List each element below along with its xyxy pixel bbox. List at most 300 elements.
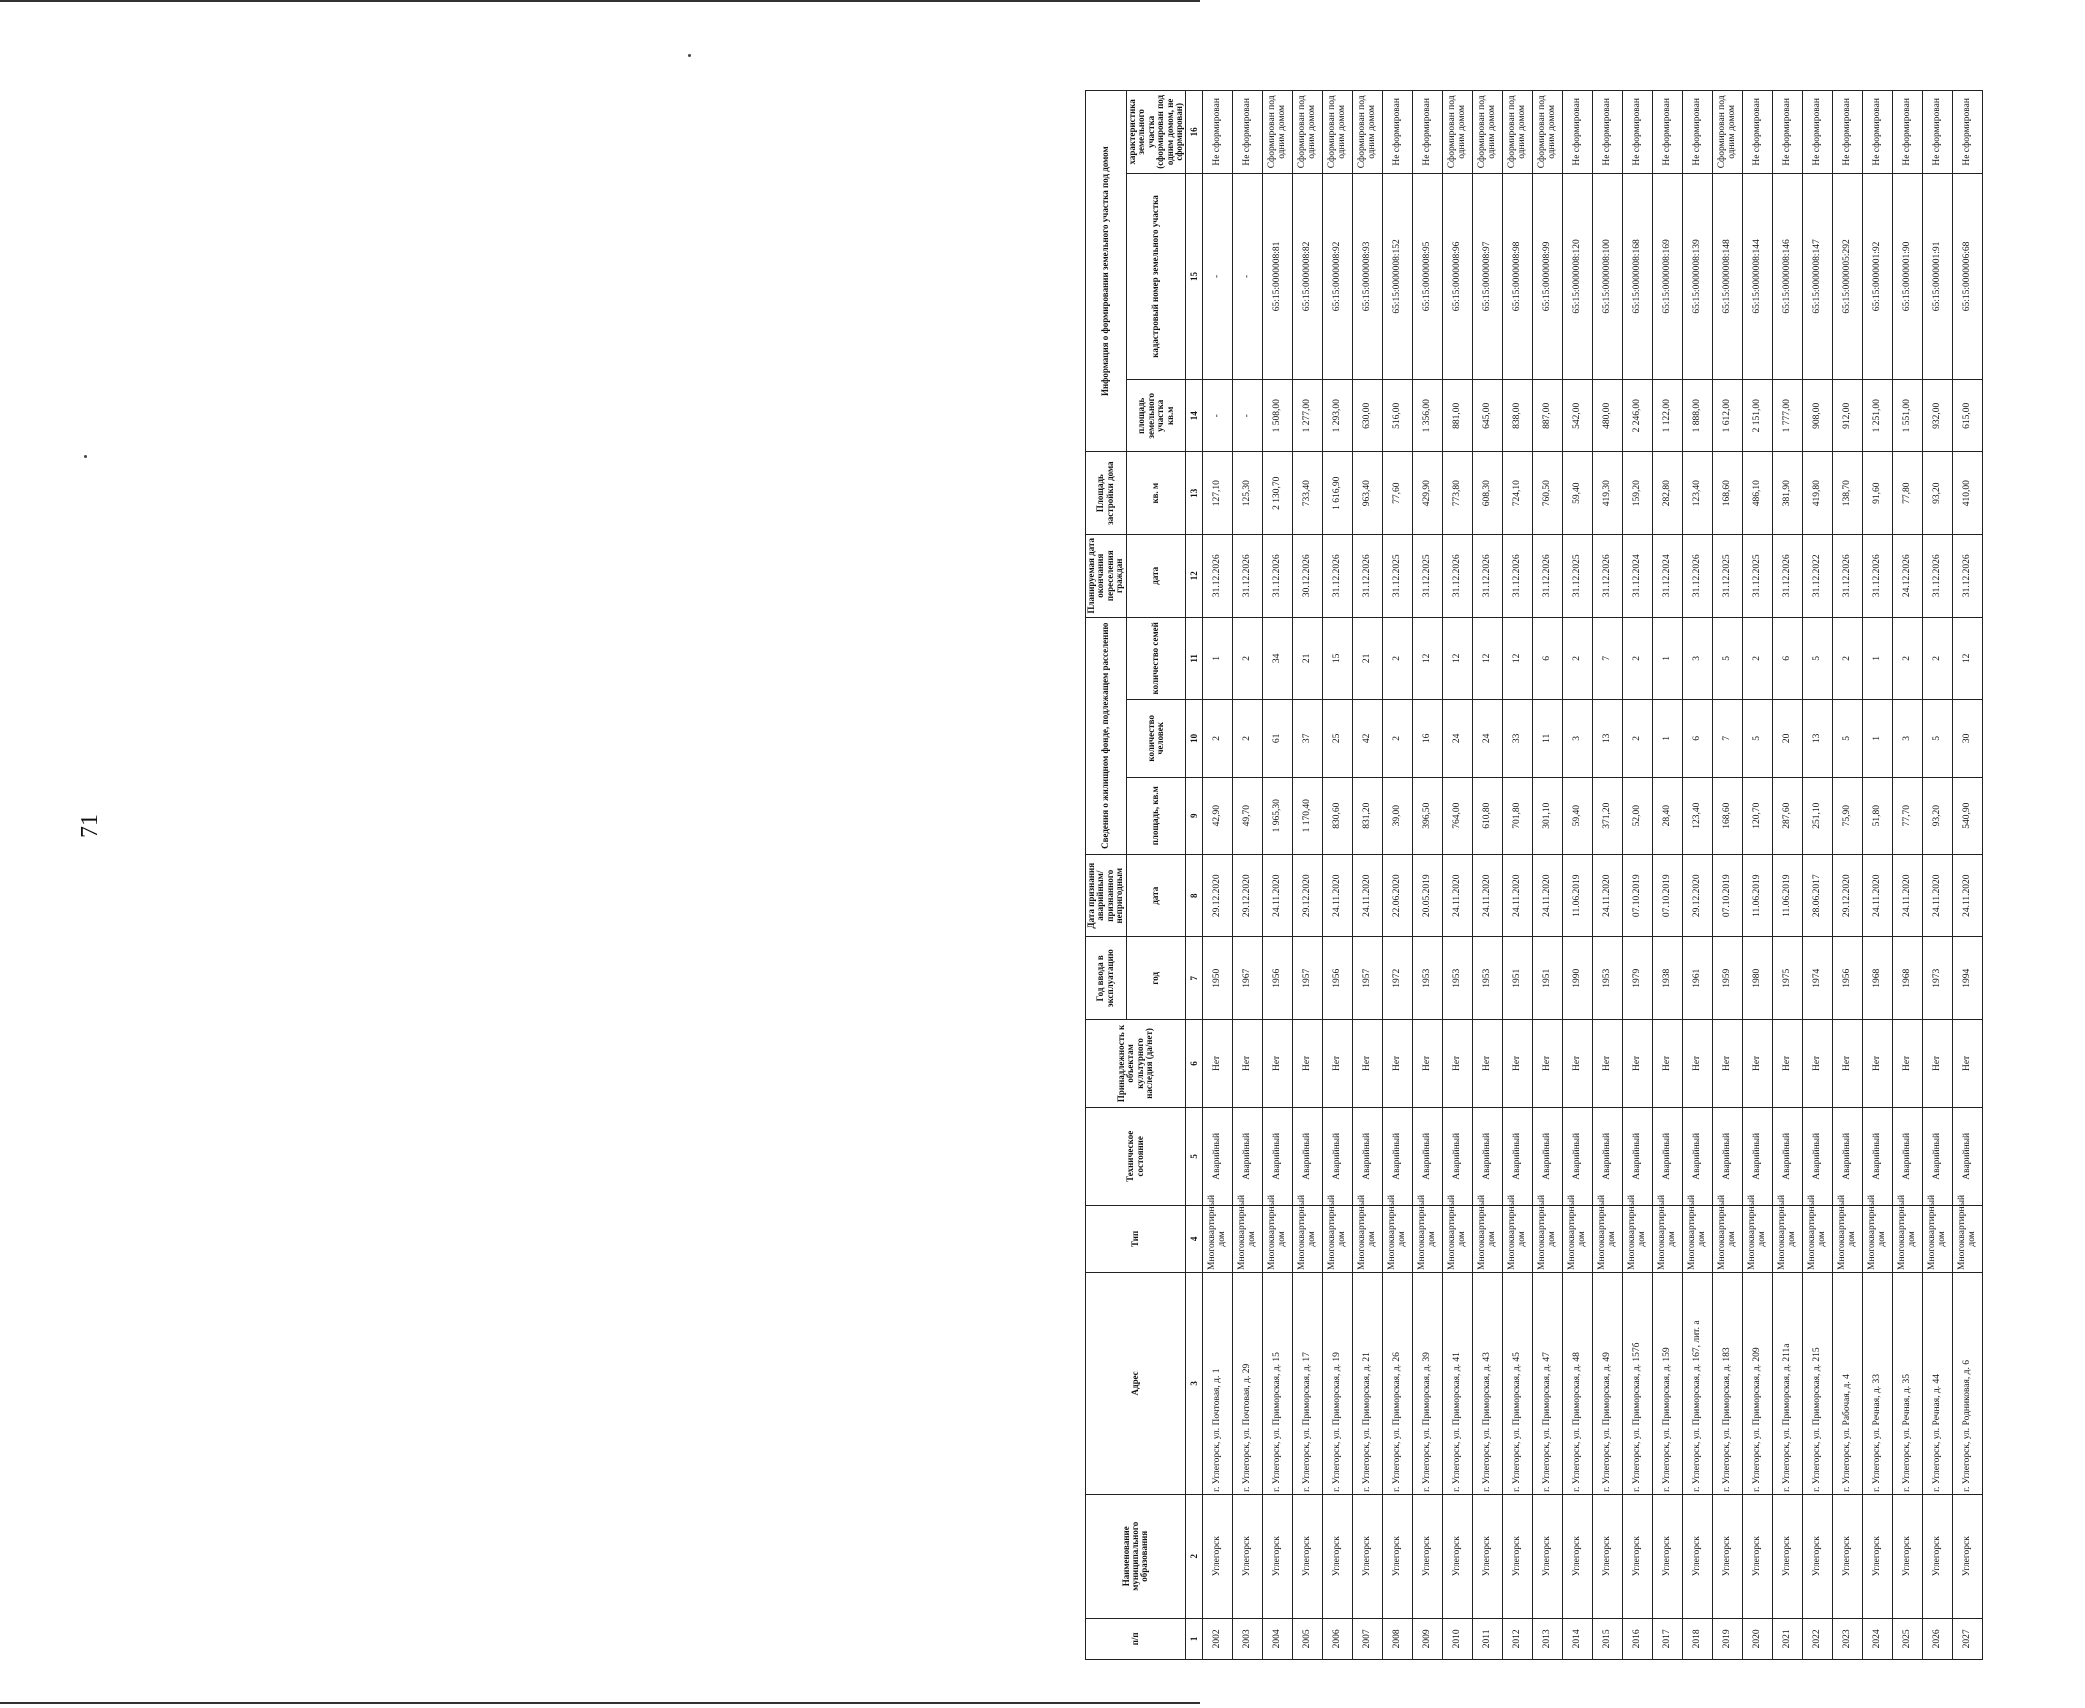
tech-state-cell: Аварийный: [1263, 1107, 1293, 1205]
cadastral-cell: 65:15:0000008:97: [1473, 173, 1503, 379]
people-cell: 16: [1413, 700, 1443, 777]
land-area-cell: -: [1203, 380, 1233, 452]
year-cell: 1953: [1593, 937, 1623, 1020]
row-number: 2022: [1803, 1618, 1833, 1659]
address-cell: г. Углегорск, ул. Почтовая, д. 1: [1203, 1272, 1233, 1494]
sub-header-cadastral: кадастровый номер земельного участка: [1126, 173, 1186, 379]
type-cell: Многоквартирный дом: [1863, 1205, 1893, 1272]
year-cell: 1967: [1233, 937, 1263, 1020]
cadastral-cell: 65:15:0000008:99: [1533, 173, 1563, 379]
building-area-cell: 127,10: [1203, 452, 1233, 535]
cadastral-cell: 65:15:0000005:292: [1833, 173, 1863, 379]
type-cell: Многоквартирный дом: [1833, 1205, 1863, 1272]
tech-state-cell: Аварийный: [1803, 1107, 1833, 1205]
municipality-cell: Углегорск: [1863, 1494, 1893, 1618]
planned-date-cell: 31.12.2026: [1833, 534, 1863, 617]
type-cell: Многоквартирный дом: [1353, 1205, 1383, 1272]
year-cell: 1957: [1293, 937, 1323, 1020]
building-area-cell: 608,30: [1473, 452, 1503, 535]
year-cell: 1953: [1443, 937, 1473, 1020]
header-row-1: [1086, 91, 1127, 1660]
municipality-cell: Углегорск: [1533, 1494, 1563, 1618]
heritage-cell: Нет: [1323, 1020, 1353, 1108]
land-area-cell: 1 888,00: [1683, 380, 1713, 452]
row-number: 2009: [1413, 1618, 1443, 1659]
people-cell: 24: [1443, 700, 1473, 777]
municipality-cell: Углегорск: [1683, 1494, 1713, 1618]
land-char-cell: Не сформирован: [1863, 91, 1893, 174]
table-row: [1923, 91, 1953, 1660]
tech-state-cell: Аварийный: [1623, 1107, 1653, 1205]
area-cell: 251,10: [1803, 777, 1833, 854]
tech-state-cell: Аварийный: [1563, 1107, 1593, 1205]
heritage-cell: Нет: [1263, 1020, 1293, 1108]
column-number: 9: [1186, 777, 1203, 854]
building-area-cell: 381,90: [1773, 452, 1803, 535]
land-char-cell: Не сформирован: [1593, 91, 1623, 174]
municipality-cell: Углегорск: [1743, 1494, 1773, 1618]
row-number: 2017: [1653, 1618, 1683, 1659]
emergency-date-cell: 11.06.2019: [1743, 854, 1773, 937]
tech-state-cell: Аварийный: [1593, 1107, 1623, 1205]
address-cell: г. Углегорск, ул. Приморская, д. 43: [1473, 1272, 1503, 1494]
emergency-date-cell: 07.10.2019: [1713, 854, 1743, 937]
year-cell: 1951: [1533, 937, 1563, 1020]
area-cell: 28,40: [1653, 777, 1683, 854]
municipality-cell: Углегорск: [1653, 1494, 1683, 1618]
planned-date-cell: 31.12.2026: [1863, 534, 1893, 617]
tech-state-cell: Аварийный: [1653, 1107, 1683, 1205]
building-area-cell: 168,60: [1713, 452, 1743, 535]
type-cell: Многоквартирный дом: [1923, 1205, 1953, 1272]
building-area-cell: 59,40: [1563, 452, 1593, 535]
table-row: [1533, 91, 1563, 1660]
address-cell: г. Углегорск, ул. Приморская, д. 183: [1713, 1272, 1743, 1494]
emergency-date-cell: 29.12.2020: [1833, 854, 1863, 937]
people-cell: 1: [1863, 700, 1893, 777]
families-cell: 2: [1383, 617, 1413, 700]
municipality-cell: Углегорск: [1713, 1494, 1743, 1618]
heritage-cell: Нет: [1503, 1020, 1533, 1108]
land-area-cell: 542,00: [1563, 380, 1593, 452]
families-cell: 12: [1443, 617, 1473, 700]
land-area-cell: 838,00: [1503, 380, 1533, 452]
land-area-cell: 630,00: [1353, 380, 1383, 452]
municipality-cell: Углегорск: [1623, 1494, 1653, 1618]
area-cell: 610,80: [1473, 777, 1503, 854]
building-area-cell: 77,80: [1893, 452, 1923, 535]
row-number: 2008: [1383, 1618, 1413, 1659]
row-number: 2004: [1263, 1618, 1293, 1659]
row-number: 2003: [1233, 1618, 1263, 1659]
emergency-date-cell: 24.11.2020: [1863, 854, 1893, 937]
municipality-cell: Углегорск: [1923, 1494, 1953, 1618]
families-cell: 2: [1893, 617, 1923, 700]
tech-state-cell: Аварийный: [1713, 1107, 1743, 1205]
people-cell: 6: [1683, 700, 1713, 777]
tech-state-cell: Аварийный: [1953, 1107, 1983, 1205]
municipality-cell: Углегорск: [1323, 1494, 1353, 1618]
address-cell: г. Углегорск, ул. Приморская, д. 19: [1323, 1272, 1353, 1494]
row-number: 2021: [1773, 1618, 1803, 1659]
emergency-date-cell: 28.06.2017: [1803, 854, 1833, 937]
cadastral-cell: 65:15:0000008:81: [1263, 173, 1293, 379]
column-number: 11: [1186, 617, 1203, 700]
address-cell: г. Углегорск, ул. Приморская, д. 45: [1503, 1272, 1533, 1494]
cadastral-cell: -: [1233, 173, 1263, 379]
col-header-type: Тип: [1086, 1205, 1186, 1272]
table-row: [1653, 91, 1683, 1660]
sub-header-people: количество человек: [1126, 700, 1186, 777]
year-cell: 1956: [1833, 937, 1863, 1020]
municipality-cell: Углегорск: [1203, 1494, 1233, 1618]
municipality-cell: Углегорск: [1353, 1494, 1383, 1618]
address-cell: г. Углегорск, ул. Речная, д. 35: [1893, 1272, 1923, 1494]
municipality-cell: Углегорск: [1953, 1494, 1983, 1618]
type-cell: Многоквартирный дом: [1323, 1205, 1353, 1272]
column-number: 7: [1186, 937, 1203, 1020]
planned-date-cell: 24.12.2026: [1893, 534, 1923, 617]
emergency-date-cell: 24.11.2020: [1263, 854, 1293, 937]
cadastral-cell: 65:15:0000008:95: [1413, 173, 1443, 379]
year-cell: 1994: [1953, 937, 1983, 1020]
table-row: [1413, 91, 1443, 1660]
heritage-cell: Нет: [1443, 1020, 1473, 1108]
heritage-cell: Нет: [1563, 1020, 1593, 1108]
tech-state-cell: Аварийный: [1383, 1107, 1413, 1205]
row-number: 2014: [1563, 1618, 1593, 1659]
heritage-cell: Нет: [1653, 1020, 1683, 1108]
people-cell: 13: [1593, 700, 1623, 777]
column-number: 15: [1186, 173, 1203, 379]
people-cell: 3: [1893, 700, 1923, 777]
year-cell: 1957: [1353, 937, 1383, 1020]
scan-speck: [688, 54, 691, 57]
people-cell: 1: [1653, 700, 1683, 777]
cadastral-cell: 65:15:0000001:91: [1923, 173, 1953, 379]
cadastral-cell: 65:15:0000001:90: [1893, 173, 1923, 379]
row-number: 2016: [1623, 1618, 1653, 1659]
table-row: [1713, 91, 1743, 1660]
tech-state-cell: Аварийный: [1773, 1107, 1803, 1205]
area-cell: 39,00: [1383, 777, 1413, 854]
people-cell: 13: [1803, 700, 1833, 777]
table-row: [1773, 91, 1803, 1660]
row-number: 2015: [1593, 1618, 1623, 1659]
table-row: [1623, 91, 1653, 1660]
address-cell: г. Углегорск, ул. Приморская, д. 47: [1533, 1272, 1563, 1494]
tech-state-cell: Аварийный: [1503, 1107, 1533, 1205]
land-area-cell: 615,00: [1953, 380, 1983, 452]
land-area-cell: 1 551,00: [1893, 380, 1923, 452]
municipality-cell: Углегорск: [1563, 1494, 1593, 1618]
group-header-commission: Год ввода в эксплуатацию: [1086, 937, 1127, 1020]
planned-date-cell: 31.12.2026: [1443, 534, 1473, 617]
column-number-row: [1186, 91, 1203, 1660]
year-cell: 1972: [1383, 937, 1413, 1020]
address-cell: г. Углегорск, ул. Приморская, д. 17: [1293, 1272, 1323, 1494]
building-area-cell: 410,00: [1953, 452, 1983, 535]
land-char-cell: Сформирован под одним домом: [1533, 91, 1563, 174]
table-body: [1203, 91, 1983, 1660]
heritage-cell: Нет: [1863, 1020, 1893, 1108]
emergency-date-cell: 24.11.2020: [1923, 854, 1953, 937]
land-char-cell: Не сформирован: [1773, 91, 1803, 174]
heritage-cell: Нет: [1743, 1020, 1773, 1108]
year-cell: 1974: [1803, 937, 1833, 1020]
tech-state-cell: Аварийный: [1473, 1107, 1503, 1205]
land-area-cell: 2 151,00: [1743, 380, 1773, 452]
emergency-date-cell: 29.12.2020: [1203, 854, 1233, 937]
land-char-cell: Не сформирован: [1413, 91, 1443, 174]
land-char-cell: Не сформирован: [1743, 91, 1773, 174]
municipality-cell: Углегорск: [1473, 1494, 1503, 1618]
table-row: [1443, 91, 1473, 1660]
area-cell: 701,80: [1503, 777, 1533, 854]
type-cell: Многоквартирный дом: [1743, 1205, 1773, 1272]
area-cell: 120,70: [1743, 777, 1773, 854]
table-row: [1683, 91, 1713, 1660]
table-row: [1293, 91, 1323, 1660]
land-char-cell: Сформирован под одним домом: [1353, 91, 1383, 174]
tech-state-cell: Аварийный: [1353, 1107, 1383, 1205]
emergency-date-cell: 07.10.2019: [1623, 854, 1653, 937]
planned-date-cell: 31.12.2026: [1923, 534, 1953, 617]
cadastral-cell: 65:15:0000008:96: [1443, 173, 1473, 379]
area-cell: 1 965,30: [1263, 777, 1293, 854]
type-cell: Многоквартирный дом: [1293, 1205, 1323, 1272]
cadastral-cell: 65:15:0000008:120: [1563, 173, 1593, 379]
heritage-cell: Нет: [1383, 1020, 1413, 1108]
type-cell: Многоквартирный дом: [1623, 1205, 1653, 1272]
type-cell: Многоквартирный дом: [1413, 1205, 1443, 1272]
area-cell: 52,00: [1623, 777, 1653, 854]
heritage-cell: Нет: [1833, 1020, 1863, 1108]
land-char-cell: Сформирован под одним домом: [1443, 91, 1473, 174]
year-cell: 1938: [1653, 937, 1683, 1020]
group-header-emergency: Дата признания аварийным/признанного непригодным: [1086, 854, 1127, 937]
area-cell: 168,60: [1713, 777, 1743, 854]
emergency-date-cell: 29.12.2020: [1233, 854, 1263, 937]
column-number: 3: [1186, 1272, 1203, 1494]
municipality-cell: Углегорск: [1413, 1494, 1443, 1618]
col-header-tech-state: Техническое состояние: [1086, 1107, 1186, 1205]
table-row: [1353, 91, 1383, 1660]
heritage-cell: Нет: [1623, 1020, 1653, 1108]
tech-state-cell: Аварийный: [1323, 1107, 1353, 1205]
families-cell: 5: [1803, 617, 1833, 700]
row-number: 2012: [1503, 1618, 1533, 1659]
people-cell: 11: [1533, 700, 1563, 777]
land-char-cell: Сформирован под одним домом: [1263, 91, 1293, 174]
type-cell: Многоквартирный дом: [1653, 1205, 1683, 1272]
address-cell: г. Углегорск, ул. Речная, д. 44: [1923, 1272, 1953, 1494]
sub-header-planned-date: дата: [1126, 534, 1186, 617]
land-area-cell: 1 777,00: [1773, 380, 1803, 452]
row-number: 2011: [1473, 1618, 1503, 1659]
land-area-cell: 912,00: [1833, 380, 1863, 452]
address-cell: г. Углегорск, ул. Приморская, д. 209: [1743, 1272, 1773, 1494]
people-cell: 24: [1473, 700, 1503, 777]
table-row: [1263, 91, 1293, 1660]
people-cell: 5: [1743, 700, 1773, 777]
address-cell: г. Углегорск, ул. Приморская, д. 21: [1353, 1272, 1383, 1494]
cadastral-cell: 65:15:0000008:148: [1713, 173, 1743, 379]
table-row: [1743, 91, 1773, 1660]
building-area-cell: 2 130,70: [1263, 452, 1293, 535]
year-cell: 1961: [1683, 937, 1713, 1020]
year-cell: 1968: [1893, 937, 1923, 1020]
emergency-date-cell: 24.11.2020: [1893, 854, 1923, 937]
year-cell: 1975: [1773, 937, 1803, 1020]
planned-date-cell: 31.12.2022: [1803, 534, 1833, 617]
people-cell: 20: [1773, 700, 1803, 777]
cadastral-cell: -: [1203, 173, 1233, 379]
land-char-cell: Не сформирован: [1623, 91, 1653, 174]
land-area-cell: 1 122,00: [1653, 380, 1683, 452]
row-number: 2010: [1443, 1618, 1473, 1659]
year-cell: 1980: [1743, 937, 1773, 1020]
land-char-cell: Не сформирован: [1803, 91, 1833, 174]
row-number: 2026: [1923, 1618, 1953, 1659]
type-cell: Многоквартирный дом: [1533, 1205, 1563, 1272]
building-area-cell: 138,70: [1833, 452, 1863, 535]
area-cell: 42,90: [1203, 777, 1233, 854]
address-cell: г. Углегорск, ул. Почтовая, д. 29: [1233, 1272, 1263, 1494]
group-header-housing: Сведения о жилищном фонде, подлежащем расселению: [1086, 617, 1127, 854]
planned-date-cell: 31.12.2026: [1593, 534, 1623, 617]
table-row: [1323, 91, 1353, 1660]
area-cell: 59,40: [1563, 777, 1593, 854]
area-cell: 764,00: [1443, 777, 1473, 854]
type-cell: Многоквартирный дом: [1713, 1205, 1743, 1272]
land-char-cell: Не сформирован: [1683, 91, 1713, 174]
people-cell: 2: [1623, 700, 1653, 777]
land-char-cell: Не сформирован: [1233, 91, 1263, 174]
cadastral-cell: 65:15:0000006:68: [1953, 173, 1983, 379]
table-row: [1503, 91, 1533, 1660]
column-number: 6: [1186, 1020, 1203, 1108]
land-char-cell: Сформирован под одним домом: [1323, 91, 1353, 174]
year-cell: 1990: [1563, 937, 1593, 1020]
resettlement-table: [1085, 90, 1983, 1660]
people-cell: 42: [1353, 700, 1383, 777]
building-area-cell: 733,40: [1293, 452, 1323, 535]
area-cell: 371,20: [1593, 777, 1623, 854]
land-char-cell: Не сформирован: [1923, 91, 1953, 174]
address-cell: г. Углегорск, ул. Приморская, д. 157б: [1623, 1272, 1653, 1494]
municipality-cell: Углегорск: [1773, 1494, 1803, 1618]
planned-date-cell: 31.12.2025: [1743, 534, 1773, 617]
row-number: 2002: [1203, 1618, 1233, 1659]
type-cell: Многоквартирный дом: [1383, 1205, 1413, 1272]
cadastral-cell: 65:15:0000008:168: [1623, 173, 1653, 379]
planned-date-cell: 31.12.2025: [1383, 534, 1413, 617]
municipality-cell: Углегорск: [1503, 1494, 1533, 1618]
emergency-date-cell: 24.11.2020: [1323, 854, 1353, 937]
planned-date-cell: 31.12.2026: [1953, 534, 1983, 617]
col-header-address: Адрес: [1086, 1272, 1186, 1494]
table-row: [1863, 91, 1893, 1660]
type-cell: Многоквартирный дом: [1593, 1205, 1623, 1272]
heritage-cell: Нет: [1593, 1020, 1623, 1108]
column-number: 14: [1186, 380, 1203, 452]
heritage-cell: Нет: [1533, 1020, 1563, 1108]
sub-header-land-area: [1126, 380, 1186, 452]
land-char-cell: Сформирован под одним домом: [1473, 91, 1503, 174]
heritage-cell: Нет: [1923, 1020, 1953, 1108]
group-header-land: Информация о формировании земельного участка под домом: [1086, 91, 1127, 452]
heritage-cell: Нет: [1353, 1020, 1383, 1108]
planned-date-cell: 31.12.2026: [1503, 534, 1533, 617]
address-cell: г. Углегорск, ул. Приморская, д. 159: [1653, 1272, 1683, 1494]
cadastral-cell: 65:15:0000008:147: [1803, 173, 1833, 379]
people-cell: 30: [1953, 700, 1983, 777]
emergency-date-cell: 11.06.2019: [1773, 854, 1803, 937]
cadastral-cell: 65:15:0000008:82: [1293, 173, 1323, 379]
row-number: 2013: [1533, 1618, 1563, 1659]
sub-header-families: количество семей: [1126, 617, 1186, 700]
sub-header-date: дата: [1126, 854, 1186, 937]
address-cell: г. Углегорск, ул. Родниковая, д. 6: [1953, 1272, 1983, 1494]
row-number: 2005: [1293, 1618, 1323, 1659]
sub-header-area: площадь, кв.м: [1126, 777, 1186, 854]
emergency-date-cell: 24.11.2020: [1953, 854, 1983, 937]
column-number: 13: [1186, 452, 1203, 535]
people-cell: 33: [1503, 700, 1533, 777]
land-area-cell: 2 246,00: [1623, 380, 1653, 452]
land-char-cell: Не сформирован: [1653, 91, 1683, 174]
emergency-date-cell: 22.06.2020: [1383, 854, 1413, 937]
tech-state-cell: Аварийный: [1293, 1107, 1323, 1205]
building-area-cell: 77,60: [1383, 452, 1413, 535]
area-cell: 1 170,40: [1293, 777, 1323, 854]
tech-state-cell: Аварийный: [1683, 1107, 1713, 1205]
building-area-cell: 429,90: [1413, 452, 1443, 535]
cadastral-cell: 65:15:0000008:152: [1383, 173, 1413, 379]
tech-state-cell: Аварийный: [1443, 1107, 1473, 1205]
land-area-cell: 1 612,00: [1713, 380, 1743, 452]
cadastral-cell: 65:15:0000008:92: [1323, 173, 1353, 379]
land-area-cell: 1 293,00: [1323, 380, 1353, 452]
table-row: [1833, 91, 1863, 1660]
planned-date-cell: 31.12.2025: [1563, 534, 1593, 617]
families-cell: 21: [1293, 617, 1323, 700]
type-cell: Многоквартирный дом: [1953, 1205, 1983, 1272]
families-cell: 3: [1683, 617, 1713, 700]
row-number: 2020: [1743, 1618, 1773, 1659]
group-header-planned: Планируемая дата окончания переселения граждан: [1086, 534, 1127, 617]
land-char-cell: Не сформирован: [1953, 91, 1983, 174]
families-cell: 21: [1353, 617, 1383, 700]
row-number: 2023: [1833, 1618, 1863, 1659]
planned-date-cell: 31.12.2025: [1713, 534, 1743, 617]
tech-state-cell: Аварийный: [1413, 1107, 1443, 1205]
land-area-cell: 1 251,00: [1863, 380, 1893, 452]
building-area-cell: 125,30: [1233, 452, 1263, 535]
families-cell: 12: [1953, 617, 1983, 700]
address-cell: г. Углегорск, ул. Приморская, д. 49: [1593, 1272, 1623, 1494]
emergency-date-cell: 24.11.2020: [1533, 854, 1563, 937]
people-cell: 3: [1563, 700, 1593, 777]
land-area-cell: 887,00: [1533, 380, 1563, 452]
year-cell: 1968: [1863, 937, 1893, 1020]
heritage-cell: Нет: [1683, 1020, 1713, 1108]
families-cell: 2: [1833, 617, 1863, 700]
land-area-cell: 932,00: [1923, 380, 1953, 452]
municipality-cell: Углегорск: [1833, 1494, 1863, 1618]
cadastral-cell: 65:15:0000001:92: [1863, 173, 1893, 379]
